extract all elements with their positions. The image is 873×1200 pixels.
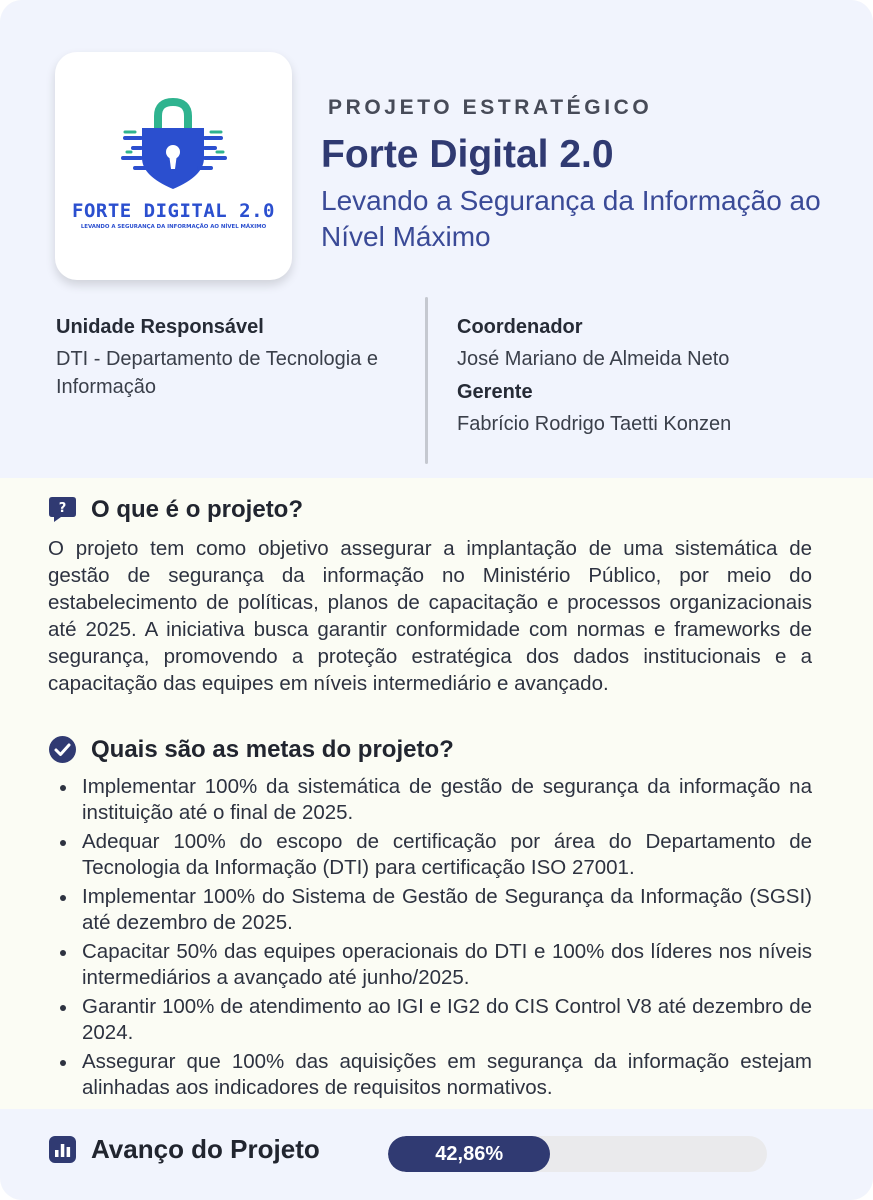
- progress-heading: [48, 1134, 320, 1165]
- unit-label: Unidade Responsável: [56, 316, 264, 338]
- unit-value: DTI - Departamento de Tecnologia e Informação: [56, 348, 379, 398]
- vertical-divider: [425, 297, 428, 464]
- goal-item: Implementar 100% da sistemática de gestão de segurança da informação na instituição até o final de 2025.: [58, 774, 812, 826]
- check-circle-icon: [48, 735, 77, 764]
- progress-title: Avanço do Projeto: [91, 1134, 320, 1164]
- logo-title: FORTE DIGITAL 2.0: [72, 200, 275, 222]
- svg-text:?: ?: [58, 501, 67, 516]
- project-people: [457, 316, 857, 446]
- progress-footer: [0, 1109, 873, 1200]
- goals-title: Quais são as metas do projeto?: [91, 735, 454, 763]
- project-logo: [55, 52, 292, 280]
- about-heading: [48, 495, 303, 524]
- coordinator-value: José Mariano de Almeida Neto: [457, 348, 730, 370]
- goals-heading: [48, 735, 454, 764]
- responsible-unit: [56, 316, 406, 401]
- logo-tagline: LEVANDO A SEGURANÇA DA INFORMAÇÃO AO NÍVEL MÁXIMO: [80, 224, 267, 230]
- goal-item: Assegurar que 100% das aquisições em segurança da informação estejam alinhadas aos indicadores de requisitos normativos.: [58, 1049, 812, 1101]
- eyebrow-label: PROJETO ESTRATÉGICO: [328, 96, 653, 119]
- header: [0, 0, 873, 478]
- progress-bar: [388, 1136, 767, 1172]
- goals-list: [58, 774, 812, 1104]
- manager-value: Fabrício Rodrigo Taetti Konzen: [457, 413, 732, 435]
- goal-item: Implementar 100% do Sistema de Gestão de Segurança da Informação (SGSI) até dezembro de 2025.: [58, 884, 812, 936]
- progress-value: 42,86%: [435, 1142, 504, 1165]
- manager-label: Gerente: [457, 381, 533, 403]
- about-description: O projeto tem como objetivo assegurar a implantação de uma sistemática de gestão de segurança da informação no Ministério Público, por meio do estabelecimento de políticas, planos de capacitação e processos organizacionais até 2025. A iniciativa busca garantir conformidade com normas e frameworks de segurança, promovendo a proteção estratégica dos dados institucionais e a capacitação das equipes em níveis intermediário e avançado.: [48, 537, 812, 695]
- question-chat-icon: [48, 495, 77, 524]
- progress-fill: [388, 1136, 550, 1172]
- coordinator-label: Coordenador: [457, 316, 583, 338]
- page-title: Forte Digital 2.0: [321, 133, 614, 176]
- goal-item: Capacitar 50% das equipes operacionais do DTI e 100% dos líderes nos níveis intermediários a avançado até junho/2025.: [58, 939, 812, 991]
- goal-item: Garantir 100% de atendimento ao IGI e IG2 do CIS Control V8 até dezembro de 2024.: [58, 994, 812, 1046]
- page-subtitle: Levando a Segurança da Informação ao Nível Máximo: [321, 185, 821, 252]
- bar-chart-icon: [48, 1135, 77, 1164]
- padlock-shield-icon: [55, 52, 292, 280]
- about-title: O que é o projeto?: [91, 495, 304, 523]
- goal-item: Adequar 100% do escopo de certificação por área do Departamento de Tecnologia da Informação (DTI) para certificação ISO 27001.: [58, 829, 812, 881]
